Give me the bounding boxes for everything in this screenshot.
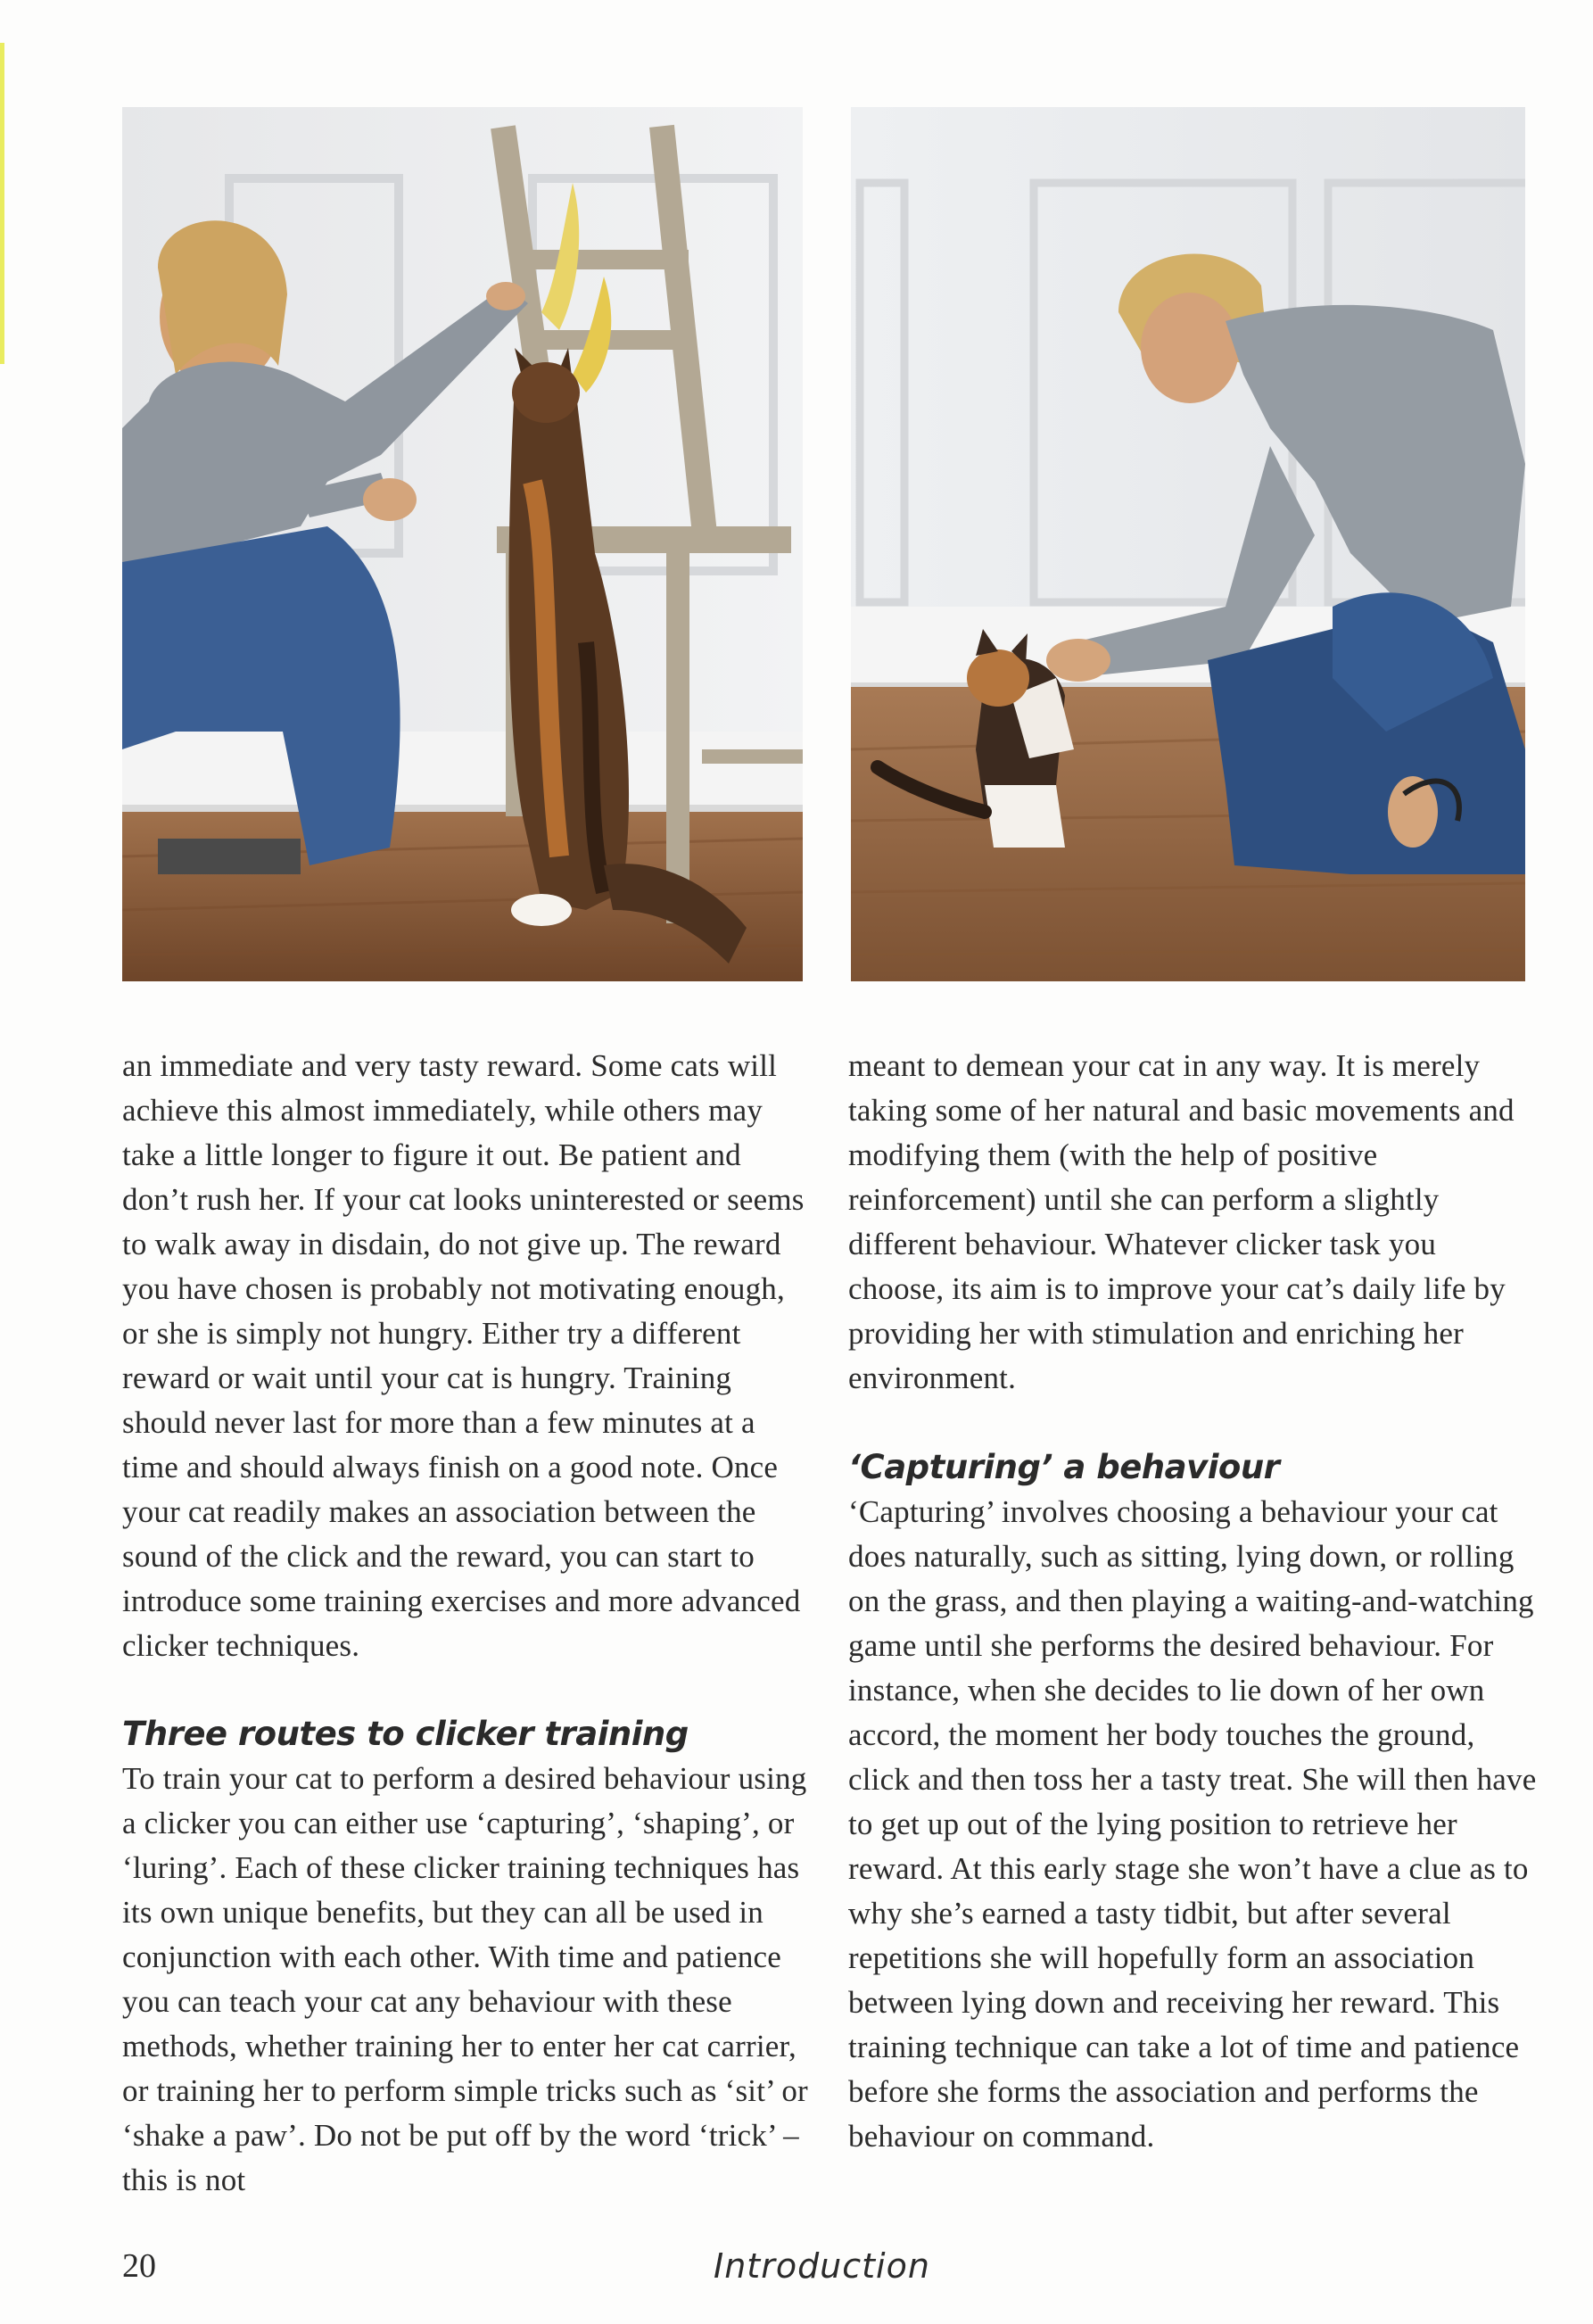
right-text-column <box>848 1044 1539 2159</box>
photo-left <box>122 107 803 981</box>
right-paragraph-1: meant to demean your cat in any way. It is merely taking some of her natural and basic movements and modifying them (with the help of positive reinforcement) until she can perform a slightly different behaviour. Whatever clicker task you choose, its aim is to improve your cat’s daily life by providing her with stimulation and enriching her environment. <box>848 1048 1515 1395</box>
left-text-column <box>122 1044 809 2203</box>
left-paragraph-1: an immediate and very tasty reward. Some cats will achieve this almost immediately, while others may take a little longer to figure it out. Be patient and don’t rush her. If your cat looks uninterested or seems to walk away in disdain, do not give up. The reward you have chosen is probably not motivating enough, or she is simply not hungry. Either try a different reward or wait until your cat is hungry. Training should never last for more than a few minutes at a time and should always finish on a good note. Once your cat readily makes an association between the sound of the click and the reward, you can start to introduce some training exercises and more advanced clicker techniques. <box>122 1048 805 1663</box>
section-heading-three-routes: Three routes to clicker training <box>122 1715 689 1753</box>
right-paragraph-2: ‘Capturing’ involves choosing a behaviour your cat does naturally, such as sitting, lying down, or rolling on the grass, and then playing a waiting-and-watching game until she performs the desired behaviour. For instance, when she decides to lie down of her own accord, the moment her body touches the ground, click and then toss her a tasty treat. She will then have to get up out of the lying position to retrieve her reward. At this early stage she won’t have a clue as to why she’s earned a tasty tidbit, but after several repetitions she will hopefully form an association between lying down and receiving her reward. This training technique can take a lot of time and patience before she forms the association and performs the behaviour on command. <box>848 1494 1537 2154</box>
page-number: 20 <box>122 2247 156 2285</box>
edge-color-tab <box>0 43 4 364</box>
running-title: Introduction <box>714 2246 930 2286</box>
section-heading-capturing: ‘Capturing’ a behaviour <box>848 1448 1280 1486</box>
photo-right <box>851 107 1525 981</box>
photo-left-illustration <box>122 107 803 981</box>
left-paragraph-2: To train your cat to perform a desired behaviour using a clicker you can either use ‘capturing’, ‘shaping’, or ‘luring’. Each of these clicker training techniques has its own unique benefits, but they can all be used in conjunction with each other. With time and patience you can teach your cat any behaviour with these methods, whether training her to enter her cat carrier, or training her to perform simple tricks such as ‘sit’ or ‘shake a paw’. Do not be put off by the word ‘trick’ – this is not <box>122 1761 808 2197</box>
photo-right-illustration <box>851 107 1525 981</box>
